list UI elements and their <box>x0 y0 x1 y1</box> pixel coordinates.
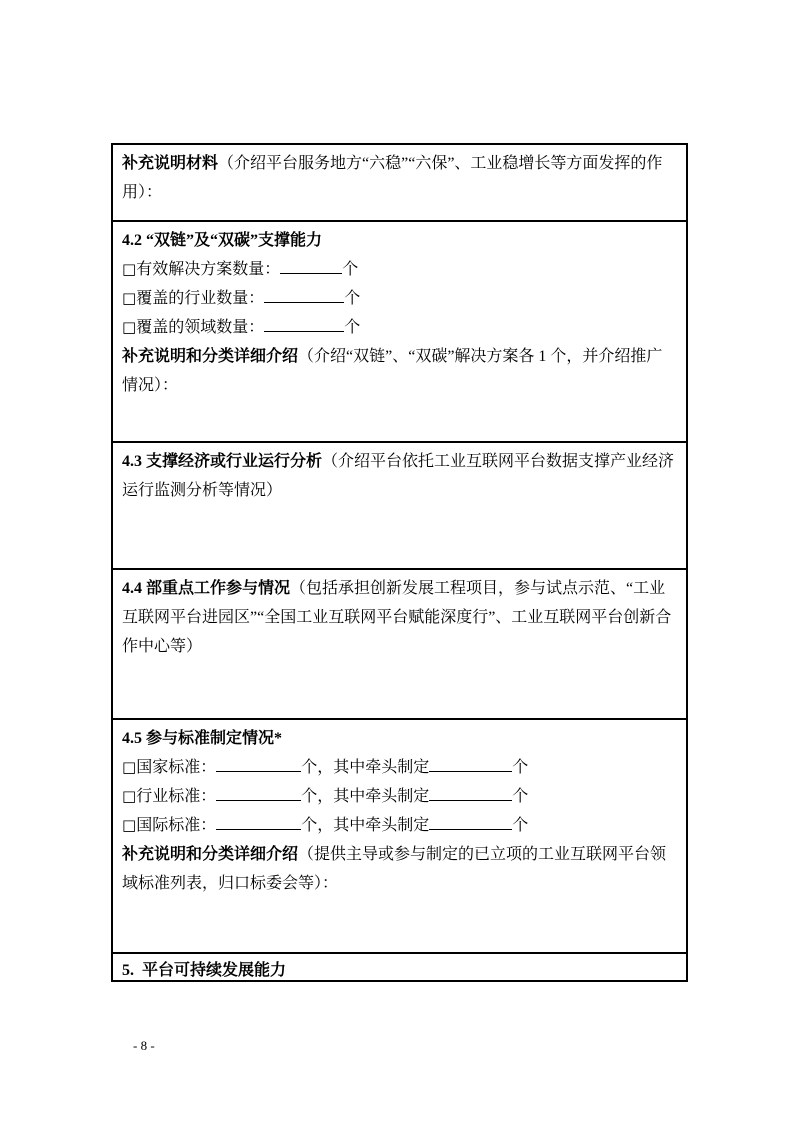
national-standard-mid: 个，其中牵头制定 <box>301 759 430 776</box>
note-title: 补充说明和分类详细介绍 <box>122 846 299 863</box>
table-row-4-3 <box>113 443 686 570</box>
international-standard-unit: 个 <box>512 817 529 834</box>
solution-count-blank-field[interactable] <box>280 259 342 274</box>
note-title: 补充说明和分类详细介绍 <box>122 348 299 365</box>
national-standard-lead-blank-field[interactable] <box>429 757 512 772</box>
international-standard-line <box>122 811 678 840</box>
industry-count-label: 覆盖的行业数量： <box>136 290 265 307</box>
section-5-heading: 5. 平台可持续发展能力 <box>122 962 287 979</box>
field-count-label: 覆盖的领域数量： <box>136 319 265 336</box>
checkbox-icon[interactable]: □ <box>122 289 137 307</box>
supplement-material-desc: （介绍平台服务地方“六稳”“六保”、工业稳增长等方面发挥的作用）： <box>122 155 663 201</box>
international-standard-label: 国际标准： <box>136 817 217 834</box>
section-4-3-heading: 4.3 支撑经济或行业运行分析 <box>122 453 323 470</box>
solution-count-unit: 个 <box>342 261 359 278</box>
industry-standard-line <box>122 782 678 811</box>
form-table <box>111 143 688 982</box>
field-count-blank-field[interactable] <box>264 317 344 332</box>
table-row-4-4 <box>113 570 686 720</box>
field-count-unit: 个 <box>344 319 361 336</box>
industry-standard-lead-blank-field[interactable] <box>429 786 512 801</box>
international-standard-lead-blank-field[interactable] <box>429 815 512 830</box>
national-standard-label: 国家标准： <box>136 759 217 776</box>
industry-standard-count-blank-field[interactable] <box>216 786 301 801</box>
table-row-supplement-material <box>113 145 686 222</box>
industry-count-blank-field[interactable] <box>264 288 344 303</box>
solution-count-label: 有效解决方案数量： <box>136 261 281 278</box>
section-4-3-desc: （介绍平台依托工业互联网平台数据支撑产业经济运行监测分析等情况） <box>122 453 675 499</box>
supplement-material-title: 补充说明材料 <box>122 155 219 172</box>
section-4-4-heading: 4.4 部重点工作参与情况 <box>122 580 291 597</box>
supplement-material-paragraph <box>122 149 678 207</box>
industry-count-unit: 个 <box>344 290 361 307</box>
checkbox-icon[interactable]: □ <box>122 787 137 805</box>
section-4-4-paragraph <box>122 574 678 661</box>
international-standard-count-blank-field[interactable] <box>216 815 301 830</box>
industry-count-line <box>122 284 678 313</box>
section-4-5-heading: 4.5 参与标准制定情况* <box>122 730 283 747</box>
solution-count-line <box>122 255 678 284</box>
international-standard-mid: 个，其中牵头制定 <box>301 817 430 834</box>
table-row-5 <box>113 954 686 980</box>
national-standard-count-blank-field[interactable] <box>216 757 301 772</box>
national-standard-unit: 个 <box>512 759 529 776</box>
industry-standard-label: 行业标准： <box>136 788 217 805</box>
note-desc: （介绍“双链”、“双碳”解决方案各 1 个，并介绍推广情况）： <box>122 348 663 394</box>
page-number: - 8 - <box>133 1038 155 1053</box>
table-row-4-5 <box>113 720 686 954</box>
section-4-4-desc: （包括承担创新发展工程项目，参与试点示范、“工业互联网平台进园区”“全国工业互联网平台赋能深度行”、工业互联网平台创新合作中心等） <box>122 580 672 655</box>
section-4-3-paragraph <box>122 447 678 505</box>
checkbox-icon[interactable]: □ <box>122 260 137 278</box>
checkbox-icon[interactable]: □ <box>122 318 137 336</box>
section-4-5-note <box>122 840 678 898</box>
national-standard-line <box>122 753 678 782</box>
section-4-2-note <box>122 342 678 400</box>
industry-standard-mid: 个，其中牵头制定 <box>301 788 430 805</box>
note-desc: （提供主导或参与制定的已立项的工业互联网平台领域标准列表，归口标委会等）： <box>122 846 667 892</box>
field-count-line <box>122 313 678 342</box>
section-4-2-heading: 4.2 “双链”及“双碳”支撑能力 <box>122 232 323 249</box>
checkbox-icon[interactable]: □ <box>122 758 137 776</box>
industry-standard-unit: 个 <box>512 788 529 805</box>
table-row-4-2 <box>113 222 686 443</box>
checkbox-icon[interactable]: □ <box>122 816 137 834</box>
